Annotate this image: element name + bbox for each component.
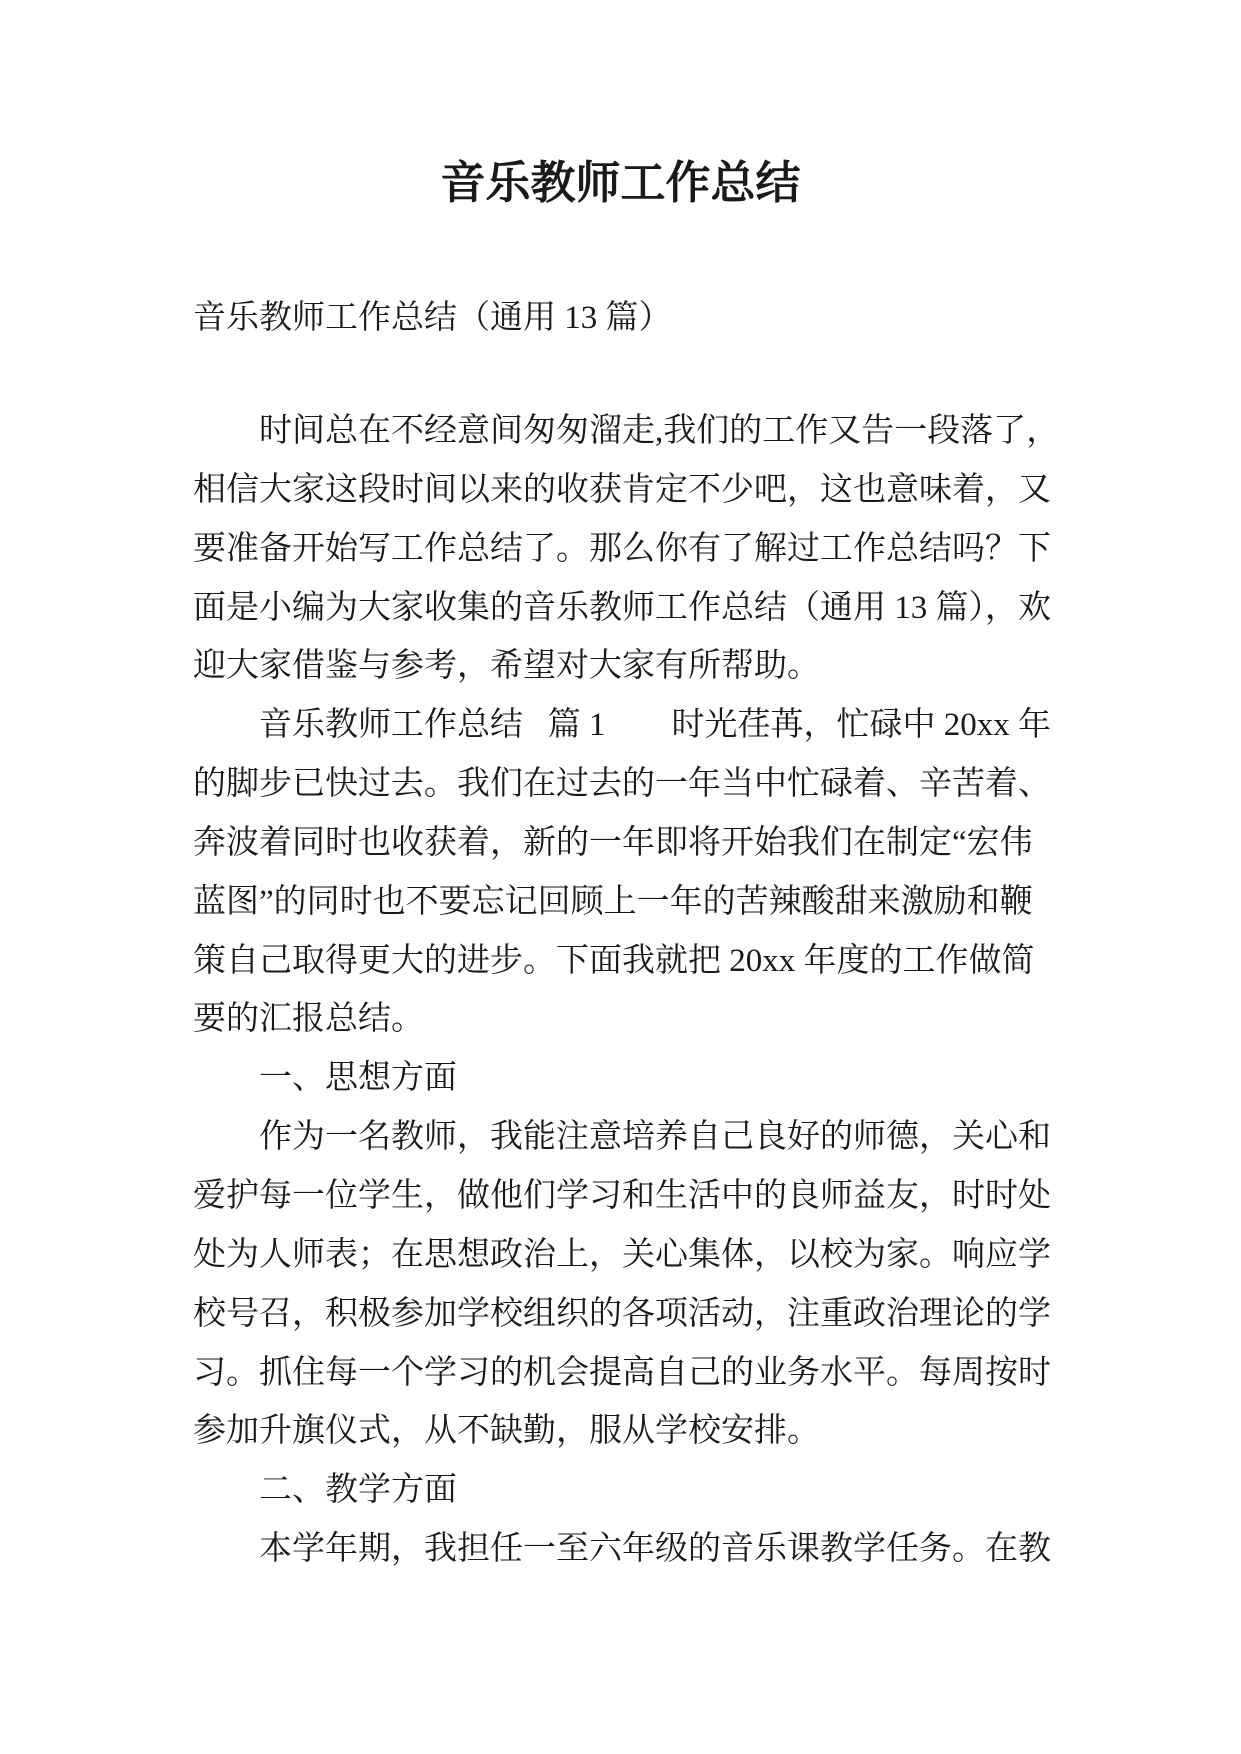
text-line: 处为人师表；在思想政治上，关心集体，以校为家。响应学 <box>193 1236 1051 1273</box>
text-line: 时间总在不经意间匆匆溜走,我们的工作又告一段落了， <box>259 413 1060 449</box>
text-line: 要的汇报总结。 <box>193 1001 424 1038</box>
text-line: 要准备开始写工作总结了。那么你有了解过工作总结吗？下 <box>193 530 1051 567</box>
text-line: 的脚步已快过去。我们在过去的一年当中忙碌着、辛苦着、 <box>193 766 1051 803</box>
heading-ideology <box>193 1049 1093 1108</box>
paragraph-intro <box>193 402 1093 696</box>
text-line: 本学年期，我担任一至六年级的音乐课教学任务。在教 <box>259 1531 1051 1568</box>
text-line: 蓝图”的同时也不要忘记回顾上一年的苦辣酸甜来激励和鞭 <box>193 883 1033 920</box>
section-heading: 二、教学方面 <box>259 1472 457 1509</box>
text-line: 校号召，积极参加学校组织的各项活动，注重政治理论的学 <box>193 1295 1051 1332</box>
text-line: 奔波着同时也收获着，新的一年即将开始我们在制定“宏伟 <box>193 824 1033 861</box>
section-heading: 一、思想方面 <box>259 1060 457 1097</box>
text-line: 音乐教师工作总结 篇 1 时光荏苒，忙碌中 20xx 年 <box>259 707 1051 744</box>
paragraph-ideology <box>193 1108 1093 1461</box>
document-title: 音乐教师工作总结 <box>440 158 801 208</box>
paragraph-part-1 <box>193 696 1093 1049</box>
text-line: 策自己取得更大的进步。下面我就把 20xx 年度的工作做简 <box>193 942 1035 979</box>
text-line: 爱护每一位学生，做他们学习和生活中的良师益友，时时处 <box>193 1177 1051 1214</box>
document-subtitle: 音乐教师工作总结（通用 13 篇） <box>193 300 672 336</box>
text-line: 面是小编为大家收集的音乐教师工作总结（通用 13 篇），欢 <box>193 589 1051 626</box>
text-line: 习。抓住每一个学习的机会提高自己的业务水平。每周按时 <box>193 1354 1051 1391</box>
document-body <box>193 402 1093 1579</box>
text-line: 作为一名教师，我能注意培养自己良好的师德，关心和 <box>259 1119 1051 1156</box>
text-line: 迎大家借鉴与参考，希望对大家有所帮助。 <box>193 648 820 685</box>
text-line: 相信大家这段时间以来的收获肯定不少吧，这也意味着，又 <box>193 471 1051 508</box>
text-line: 参加升旗仪式，从不缺勤，服从学校安排。 <box>193 1413 820 1450</box>
heading-teaching <box>193 1461 1093 1520</box>
paragraph-teaching <box>193 1520 1093 1579</box>
